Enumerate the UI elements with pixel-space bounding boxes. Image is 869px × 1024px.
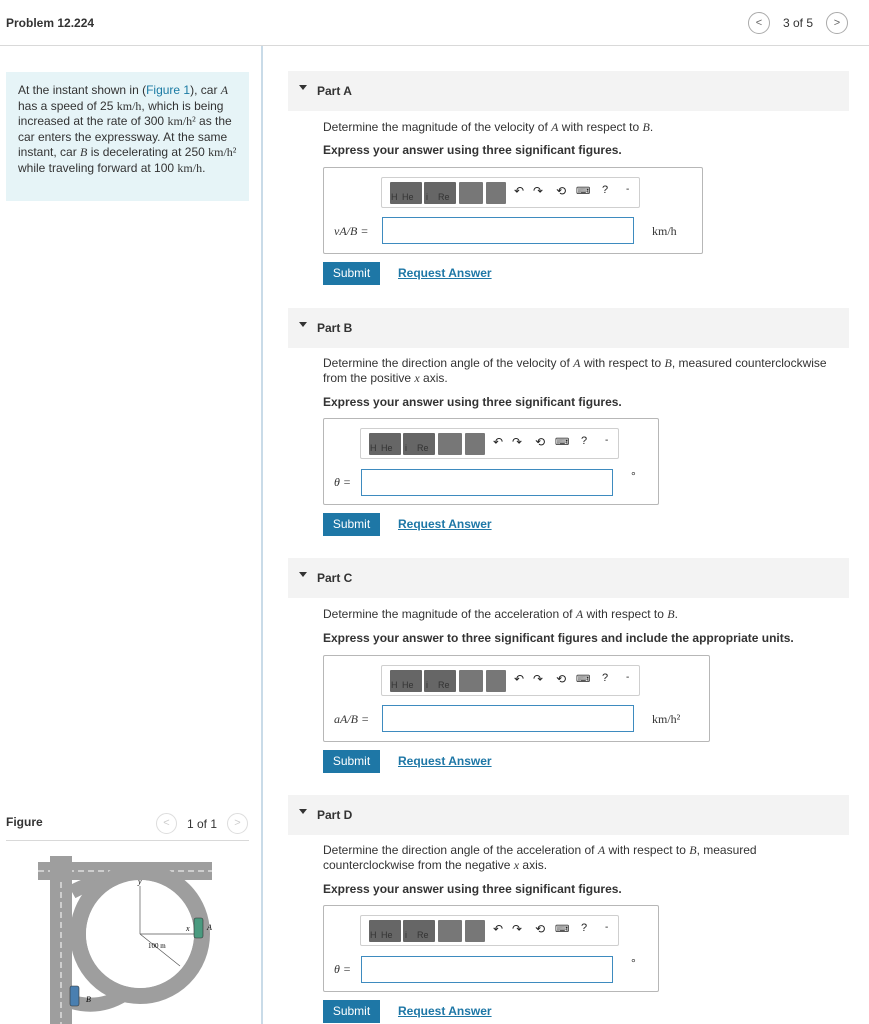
var-label-text: θ = xyxy=(334,475,351,489)
help-icon[interactable]: ? xyxy=(581,435,588,447)
vector-button[interactable] xyxy=(459,182,483,204)
road-vertical xyxy=(50,856,72,1024)
part-label: Part B xyxy=(317,321,353,335)
statement-text: . xyxy=(202,160,206,175)
caret-down-icon xyxy=(299,809,307,814)
var-label-text: vA/B = xyxy=(334,224,369,238)
toolbar-text: H xyxy=(370,443,377,453)
fraction-button[interactable] xyxy=(465,433,485,455)
toolbar-text: H xyxy=(391,192,398,202)
question-text: Determine the direction angle of the velocity of xyxy=(323,356,574,370)
question-var: A xyxy=(551,120,559,134)
car-b xyxy=(70,986,79,1006)
question-text: , measured counterclockwise from the positive xyxy=(323,356,827,385)
y-axis-label: y xyxy=(138,877,142,886)
toolbar-text: H xyxy=(370,930,377,940)
fraction-button[interactable] xyxy=(465,920,485,942)
undo-icon[interactable]: ↶ xyxy=(493,435,504,449)
car-a-symbol: A xyxy=(220,83,229,97)
question-text: , measured counterclockwise from the negative xyxy=(323,843,757,872)
part-label: Part D xyxy=(317,808,353,822)
part-d-instruction: Express your answer using three significant figures. xyxy=(323,882,622,896)
ramp-exit xyxy=(72,994,125,1005)
part-d-submit-button[interactable]: Submit xyxy=(323,1000,380,1023)
keyboard-icon[interactable]: ⌨ xyxy=(555,437,570,448)
part-b-submit-button[interactable]: Submit xyxy=(323,513,380,536)
part-c-answer-box xyxy=(323,655,710,742)
part-label: Part C xyxy=(317,571,353,585)
reset-icon[interactable]: ⟲ xyxy=(535,435,546,449)
var-label-text: aA/B = xyxy=(334,712,370,726)
toolbar-text: He xyxy=(381,443,393,453)
question-var: B xyxy=(642,120,650,134)
question-text: with respect to xyxy=(605,843,690,857)
question-var: A xyxy=(573,356,581,370)
part-a-header[interactable] xyxy=(288,71,849,111)
redo-icon[interactable]: ↷ xyxy=(533,184,544,198)
part-c-answer-input[interactable] xyxy=(382,705,634,732)
car-b-symbol: B xyxy=(80,145,88,159)
undo-icon[interactable]: ↶ xyxy=(514,184,525,198)
part-d-question xyxy=(323,843,783,873)
question-text: . xyxy=(649,120,654,134)
question-text: with respect to xyxy=(583,607,668,621)
next-problem-button[interactable] xyxy=(826,12,848,34)
problem-statement xyxy=(6,72,249,201)
reset-icon[interactable]: ⟲ xyxy=(556,672,567,686)
prev-problem-button[interactable] xyxy=(748,12,770,34)
variable-label xyxy=(334,962,351,977)
part-c-submit-button[interactable]: Submit xyxy=(323,750,380,773)
reset-icon[interactable]: ⟲ xyxy=(535,922,546,936)
toolbar-text: Re xyxy=(438,192,450,202)
toolbar-text: Re xyxy=(417,443,429,453)
redo-icon[interactable]: ↷ xyxy=(512,922,523,936)
statement-text: has a speed of 25 xyxy=(18,98,117,113)
caret-down-icon xyxy=(299,322,307,327)
question-var: x xyxy=(414,371,420,385)
panel-divider[interactable] xyxy=(261,46,263,1024)
problem-page-indicator: 3 of 5 xyxy=(783,16,814,30)
question-text: with respect to xyxy=(558,120,643,134)
toolbar-text: i xyxy=(426,680,428,690)
fraction-button[interactable] xyxy=(486,182,506,204)
toolbar-text: He xyxy=(381,930,393,940)
top-bar xyxy=(0,0,869,46)
caret-down-icon xyxy=(299,572,307,577)
vector-button[interactable] xyxy=(438,920,462,942)
car-a xyxy=(194,918,203,938)
chevron-right-icon: > xyxy=(833,17,841,29)
prev-figure-button[interactable] xyxy=(156,813,177,834)
part-a-submit-button[interactable]: Submit xyxy=(323,262,380,285)
more-icon[interactable]: - xyxy=(605,435,609,446)
part-b-question xyxy=(323,356,843,386)
radius-label: 100 m xyxy=(148,942,166,950)
part-c-question xyxy=(323,607,843,622)
toolbar-text: i xyxy=(405,443,407,453)
part-a-unit: km/h xyxy=(652,224,677,238)
question-var: B xyxy=(689,843,697,857)
toolbar-text: i xyxy=(426,192,428,202)
part-d-request-answer-link[interactable]: Request Answer xyxy=(398,1004,492,1018)
figure-link[interactable]: Figure 1 xyxy=(146,83,191,97)
undo-icon[interactable]: ↶ xyxy=(514,672,525,686)
statement-text: ), car xyxy=(190,83,221,97)
variable-label xyxy=(334,224,368,239)
problem-title: Problem 12.224 xyxy=(6,16,95,30)
more-icon[interactable]: - xyxy=(605,922,609,933)
part-a-instruction: Express your answer using three significant figures. xyxy=(323,143,622,157)
keyboard-icon[interactable]: ⌨ xyxy=(576,186,591,197)
chevron-left-icon: < xyxy=(755,17,763,29)
toolbar-text: Re xyxy=(438,680,450,690)
statement-text: At the instant shown in ( xyxy=(18,83,147,97)
part-a-question xyxy=(323,120,843,135)
question-var: A xyxy=(597,843,606,857)
question-text: with respect to xyxy=(580,356,665,370)
question-var: B xyxy=(667,607,675,621)
toolbar-text: He xyxy=(402,680,414,690)
math-toolbar xyxy=(381,177,640,208)
toolbar-text: Re xyxy=(417,930,429,940)
redo-icon[interactable]: ↷ xyxy=(533,672,544,686)
toolbar-text: i xyxy=(405,930,407,940)
undo-icon[interactable]: ↶ xyxy=(493,922,504,936)
figure-page-indicator: 1 of 1 xyxy=(187,817,218,831)
help-icon[interactable]: ? xyxy=(581,922,588,934)
part-label: Part A xyxy=(317,84,352,98)
part-c-header[interactable] xyxy=(288,558,849,598)
part-d-header[interactable] xyxy=(288,795,849,835)
part-c-unit: km/h² xyxy=(652,712,681,726)
math-toolbar xyxy=(360,915,619,946)
help-icon[interactable]: ? xyxy=(602,672,609,684)
part-b-instruction: Express your answer using three significant figures. xyxy=(323,395,622,409)
question-var: A xyxy=(575,607,584,621)
figure-diagram xyxy=(30,852,220,1024)
next-figure-button[interactable] xyxy=(227,813,248,834)
vector-button[interactable] xyxy=(438,433,462,455)
variable-label xyxy=(334,712,369,727)
statement-text: , which is being increased at the rate of 300 xyxy=(18,98,224,128)
question-text: Determine the magnitude of the velocity of xyxy=(323,120,552,134)
part-b-unit: ° xyxy=(631,469,636,483)
unit-kmh: km/h xyxy=(177,160,203,175)
statement-text: as the car enters the expressway. At the same instant, car xyxy=(18,114,232,159)
help-icon[interactable]: ? xyxy=(602,184,609,196)
part-b-answer-input[interactable] xyxy=(361,469,613,496)
caret-down-icon xyxy=(299,85,307,90)
math-toolbar xyxy=(381,665,640,696)
car-b-label: B xyxy=(86,995,91,1004)
fraction-button[interactable] xyxy=(486,670,506,692)
part-d-answer-box xyxy=(323,905,659,992)
question-var: B xyxy=(664,356,672,370)
part-a-request-answer-link[interactable]: Request Answer xyxy=(398,266,492,280)
toolbar-text: H xyxy=(391,680,398,690)
more-icon[interactable]: - xyxy=(626,672,630,683)
question-var: x xyxy=(513,858,520,872)
statement-text: is decelerating at 250 xyxy=(87,145,209,159)
question-text: Determine the direction angle of the acceleration of xyxy=(323,843,598,857)
part-d-answer-input[interactable] xyxy=(361,956,613,983)
toolbar-text: He xyxy=(402,192,414,202)
car-a-label: A xyxy=(207,923,212,932)
unit-kmh: km/h xyxy=(116,98,142,113)
statement-text: while traveling forward at 100 xyxy=(18,160,178,175)
vector-button[interactable] xyxy=(459,670,483,692)
question-text: axis. xyxy=(419,371,448,385)
variable-label xyxy=(334,475,351,490)
unit-kmh2: km/h² xyxy=(208,145,237,159)
chevron-left-icon: < xyxy=(163,817,170,829)
var-label-text: θ = xyxy=(334,962,351,976)
part-d-unit: ° xyxy=(631,956,636,970)
keyboard-icon[interactable]: ⌨ xyxy=(576,674,591,685)
question-text: . xyxy=(674,607,678,621)
keyboard-icon[interactable]: ⌨ xyxy=(555,924,570,935)
question-text: axis. xyxy=(519,858,548,872)
reset-icon[interactable]: ⟲ xyxy=(556,184,567,198)
redo-icon[interactable]: ↷ xyxy=(512,435,523,449)
part-c-request-answer-link[interactable]: Request Answer xyxy=(398,754,492,768)
more-icon[interactable]: - xyxy=(626,184,630,195)
x-axis-label: x xyxy=(186,924,190,933)
unit-kmh2: km/h² xyxy=(167,114,196,128)
part-a-answer-box xyxy=(323,167,703,254)
part-b-request-answer-link[interactable]: Request Answer xyxy=(398,517,492,531)
figure-divider xyxy=(6,840,249,841)
figure-title: Figure xyxy=(6,815,43,829)
part-b-answer-box xyxy=(323,418,659,505)
chevron-right-icon: > xyxy=(234,817,241,829)
part-b-header[interactable] xyxy=(288,308,849,348)
part-a-answer-input[interactable] xyxy=(382,217,634,244)
math-toolbar xyxy=(360,428,619,459)
part-c-instruction: Express your answer to three significant figures and include the appropriate units. xyxy=(323,631,794,645)
question-text: Determine the magnitude of the acceleration of xyxy=(323,607,576,621)
